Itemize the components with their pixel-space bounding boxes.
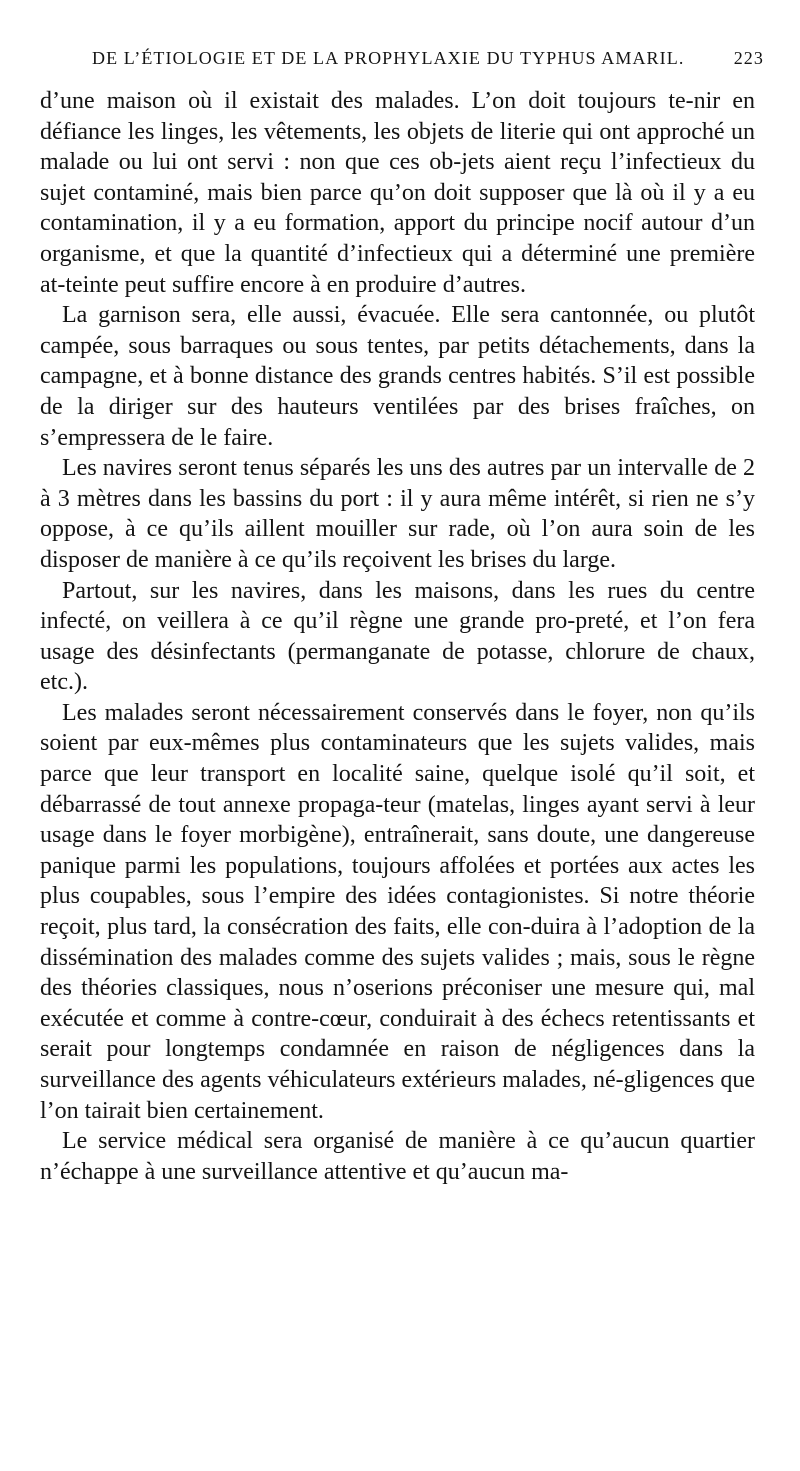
page-number: 223 (733, 48, 764, 68)
paragraph-continuation: d’une maison où il existait des malades. L’on doit toujours te-nir en défiance les linges, les vêtements, les objets de literie qui ont approché un malade ou lui ont servi : non que ces ob-jets aient reçu l’infectieux du sujet contaminé, mais bien parce qu’on doit supposer que là où il y a eu contamination, il y a eu formation, apport du principe nocif autour d’un organisme, et que la quantité d’infectieux qui a déterminé une première at-teinte peut suffire encore à en produire d’autres. (40, 88, 755, 298)
paragraph-medical-service: Le service médical sera organisé de manière à ce qu’aucun quartier n’échappe à une surveillance attentive et qu’aucun ma- (40, 1128, 755, 1185)
paragraph-patients: Les malades seront nécessairement conservés dans le foyer, non qu’ils soient par eux-mêmes plus contaminateurs que les sujets valides, mais parce que leur transport en localité saine, quelque isolé qu’il soit, et débarrassé de tout annexe propaga-teur (matelas, linges ayant servi à leur usage dans le foyer morbigène), entraînerait, sans doute, une dangereuse panique parmi les populations, toujours affolées et portées aux actes les plus coupables, sous l’empire des idées contagionistes. Si notre théorie reçoit, plus tard, la consécration des faits, elle con-duira à l’adoption de la dissémination des malades comme des sujets valides ; mais, sous le règne des théories classiques, nous n’oserions préconiser une mesure qui, mal exécutée et comme à contre-cœur, conduirait à des échecs retentissants et serait pour longtemps condamnée en raison de négligences dans la surveillance des agents véhiculateurs extérieurs malades, né-gligences que l’on tairait bien certainement. (40, 699, 755, 1124)
body-text (40, 86, 755, 1187)
paragraph-cleanliness: Partout, sur les navires, dans les maisons, dans les rues du centre infecté, on veillera à ce qu’il règne une grande pro-preté, et l’on fera usage des désinfectants (permanganate de potasse, chlorure de chaux, etc.). (40, 577, 755, 696)
running-head (92, 48, 764, 76)
paragraph-garrison: La garnison sera, elle aussi, évacuée. Elle sera cantonnée, ou plutôt campée, sous barraques ou sous tentes, par petits détachements, dans la campagne, et à bonne distance des grands centres habités. S’il est possible de la diriger sur des hauteurs ventilées par des brises fraîches, on s’empressera de le faire. (40, 302, 755, 451)
paragraph-ships: Les navires seront tenus séparés les uns des autres par un intervalle de 2 à 3 mètres dans les bassins du port : il y aura même intérêt, si rien ne s’y oppose, à ce qu’ils aillent mouiller sur rade, où l’on aura soin de les disposer de manière à ce qu’ils reçoivent les brises du large. (40, 455, 755, 573)
running-title: DE L’ÉTIOLOGIE ET DE LA PROPHYLAXIE DU TYPHUS AMARIL. (92, 48, 685, 68)
